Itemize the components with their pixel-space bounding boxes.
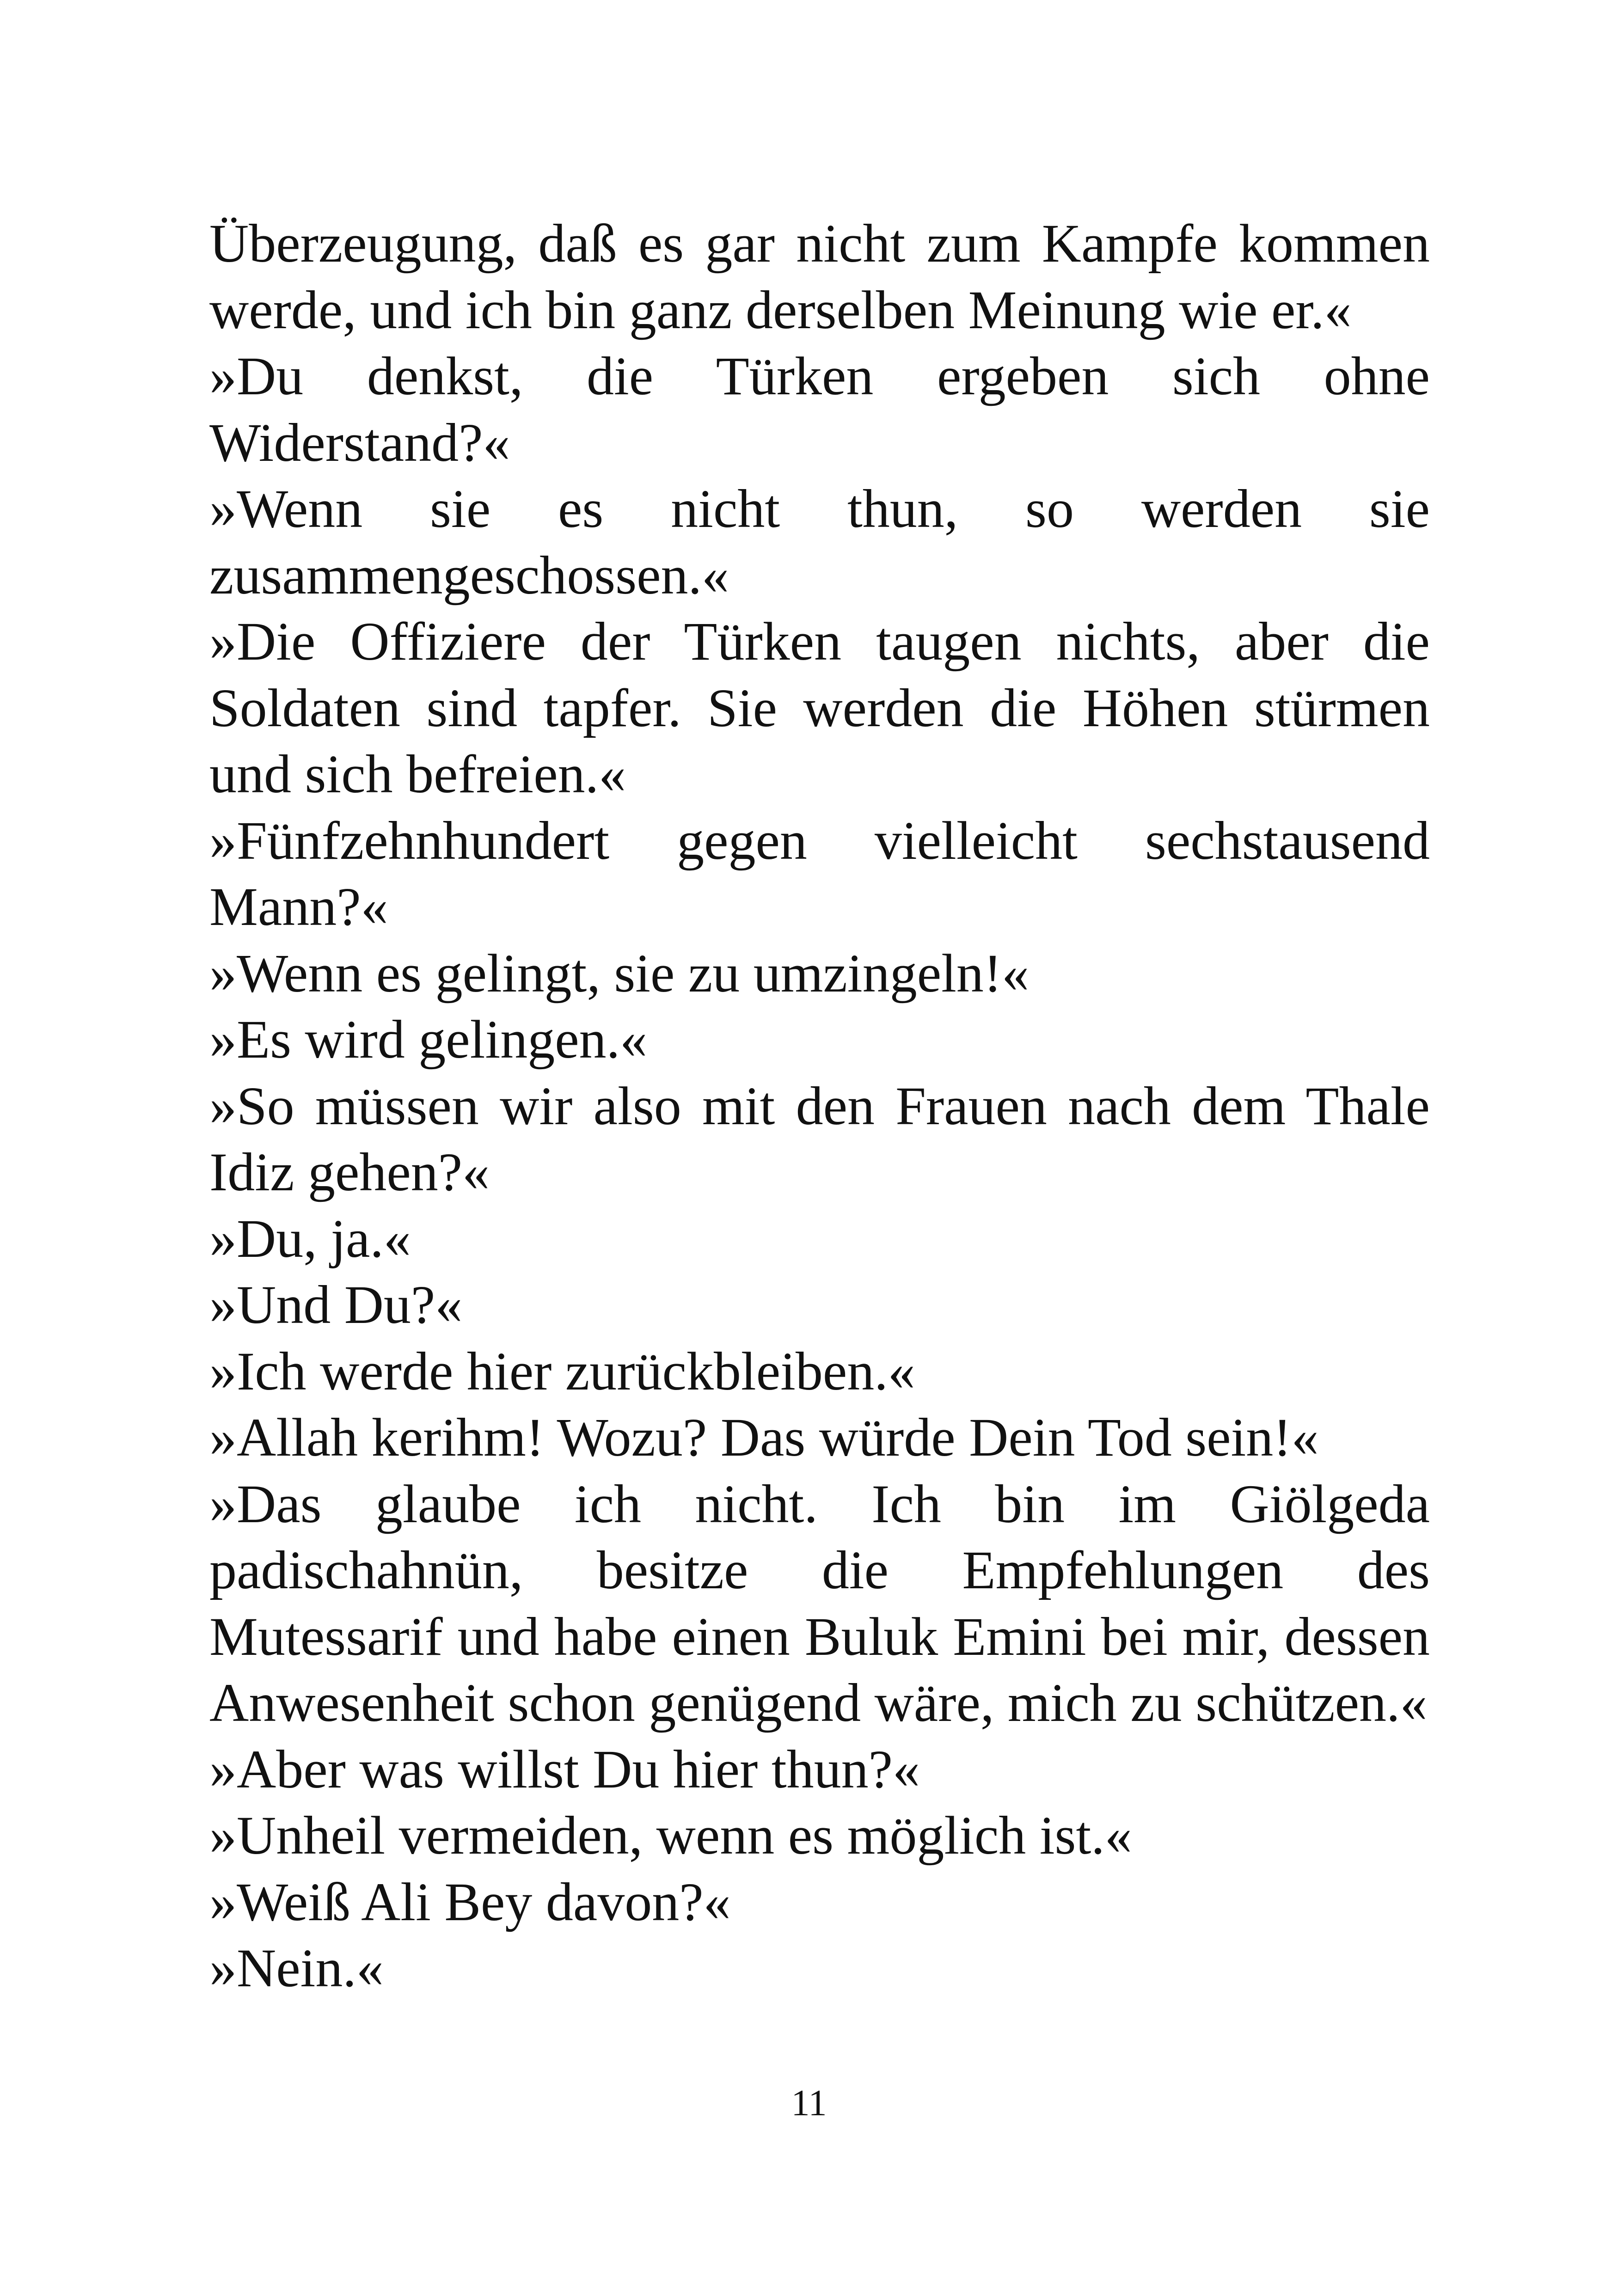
paragraph: »Aber was willst Du hier thun?« — [209, 1739, 920, 1800]
paragraph: »Du, ja.« — [209, 1208, 411, 1269]
paragraph: »Das glaube ich nicht. Ich bin im Giölgeda padischahnün, besitze die Empfehlungen des Mutessarif und habe einen Buluk Emini bei mir, dessen Anwesenheit schon genügend wäre, mich zu schützen.« — [209, 1473, 1430, 1733]
paragraph: Überzeugung, daß es gar nicht zum Kampfe kommen werde, und ich bin ganz derselben Meinung wie er.« — [209, 213, 1430, 340]
paragraph: »Wenn sie es nicht thun, so werden sie zusammengeschossen.« — [209, 478, 1430, 606]
paragraph: »Unheil vermeiden, wenn es möglich ist.« — [209, 1805, 1132, 1866]
page-number: 11 — [791, 2083, 827, 2124]
paragraph: »Du denkst, die Türken ergeben sich ohne Widerstand?« — [209, 346, 1430, 473]
paragraph: »Fünfzehnhundert gegen vielleicht sechstausend Mann?« — [209, 810, 1430, 937]
paragraph: »So müssen wir also mit den Frauen nach dem Thale Idiz gehen?« — [209, 1075, 1430, 1202]
paragraph: »Ich werde hier zurückbleiben.« — [209, 1341, 915, 1402]
paragraph: »Es wird gelingen.« — [209, 1009, 648, 1070]
paragraph: »Allah kerihm! Wozu? Das würde Dein Tod sein!« — [209, 1407, 1319, 1468]
paragraph: »Weiß Ali Bey davon?« — [209, 1871, 731, 1932]
paragraph: »Und Du?« — [209, 1274, 463, 1335]
paragraph: »Die Offiziere der Türken taugen nichts, aber die Soldaten sind tapfer. Sie werden die Höhen stürmen und sich befreien.« — [209, 611, 1430, 804]
body-text — [209, 210, 1430, 2002]
paragraph: »Nein.« — [209, 1938, 384, 1998]
paragraph: »Wenn es gelingt, sie zu umzingeln!« — [209, 943, 1030, 1004]
